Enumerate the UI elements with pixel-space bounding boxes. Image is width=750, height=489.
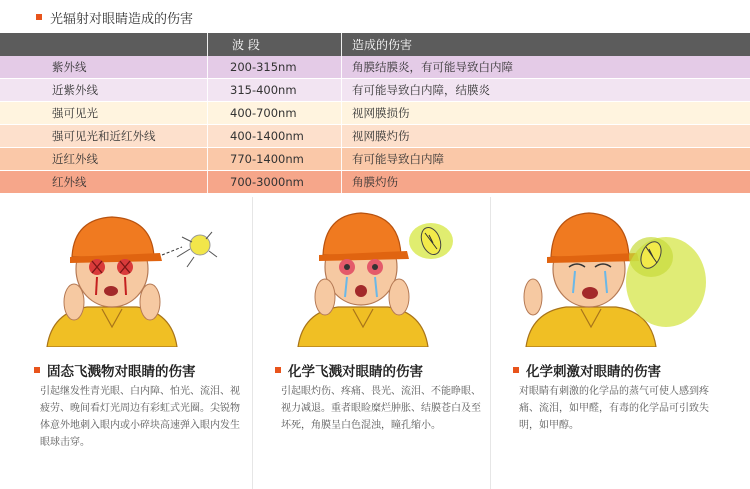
page-title-text: 光辐射对眼睛造成的伤害 <box>50 11 194 27</box>
chemical-irritation-illustration <box>491 197 731 347</box>
row-band: 400-1400nm <box>207 125 341 147</box>
panel-3-title <box>513 360 661 380</box>
injury-panels <box>0 197 750 489</box>
bullet-icon <box>275 367 281 373</box>
panel-1-title <box>34 360 196 380</box>
row-damage: 有可能导致白内障 <box>341 148 750 170</box>
panel-solid-splash <box>12 197 252 489</box>
header-col-name <box>0 33 207 56</box>
header-col-damage: 造成的伤害 <box>341 33 750 56</box>
panel-3-desc: 对眼睛有刺激的化学品的蒸气可使人感到疼痛、流泪，如甲醛，有毒的化学品可引致失明，如甲醇。 <box>519 386 709 431</box>
page-title <box>36 8 193 26</box>
table-row <box>0 125 750 148</box>
bullet-icon <box>36 14 42 20</box>
panel-chemical-splash <box>252 197 492 489</box>
row-band: 200-315nm <box>207 56 341 78</box>
panel-1-desc: 引起继发性青光眼、白内障、怕光、流泪、视疲劳、晚间看灯光周边有彩虹式光圈。尖锐物体意外地刺入眼内或小碎块高速弹入眼内发生眼球击穿。 <box>40 386 240 448</box>
row-name: 红外线 <box>52 175 87 189</box>
row-band: 770-1400nm <box>207 148 341 170</box>
header-col-band: 波 段 <box>207 33 341 56</box>
panel-3-title-text: 化学刺激对眼睛的伤害 <box>526 364 661 380</box>
row-name: 强可见光和近红外线 <box>52 129 156 143</box>
row-band: 700-3000nm <box>207 171 341 193</box>
table-row <box>0 148 750 171</box>
row-name: 强可见光 <box>52 106 98 120</box>
row-name: 近紫外线 <box>52 83 98 97</box>
table-row <box>0 79 750 102</box>
panel-chemical-irritation <box>490 197 730 489</box>
solid-splash-illustration <box>12 197 252 347</box>
panel-2-title <box>275 360 423 380</box>
table-body <box>0 56 750 194</box>
table-row <box>0 171 750 194</box>
bullet-icon <box>513 367 519 373</box>
panel-2-desc: 引起眼灼伤、疼痛、畏光、流泪、不能睁眼、视力减退。重者眼睑糜烂肿胀、结膜苍白及至坏死，角膜呈白色混浊，瞳孔缩小。 <box>281 386 481 431</box>
row-band: 315-400nm <box>207 79 341 101</box>
table-row <box>0 102 750 125</box>
row-damage: 角膜结膜炎，有可能导致白内障 <box>341 56 750 78</box>
row-name: 近红外线 <box>52 152 98 166</box>
row-damage: 角膜灼伤 <box>341 171 750 193</box>
chemical-splash-illustration <box>253 197 493 347</box>
row-name: 紫外线 <box>52 60 87 74</box>
row-damage: 视网膜损伤 <box>341 102 750 124</box>
row-band: 400-700nm <box>207 102 341 124</box>
panel-1-title-text: 固态飞溅物对眼睛的伤害 <box>47 364 196 380</box>
panel-2-title-text: 化学飞溅对眼睛的伤害 <box>288 364 423 380</box>
bullet-icon <box>34 367 40 373</box>
row-damage: 有可能导致白内障，结膜炎 <box>341 79 750 101</box>
radiation-table <box>0 33 750 194</box>
table-row <box>0 56 750 79</box>
table-header <box>0 33 750 56</box>
row-damage: 视网膜灼伤 <box>341 125 750 147</box>
